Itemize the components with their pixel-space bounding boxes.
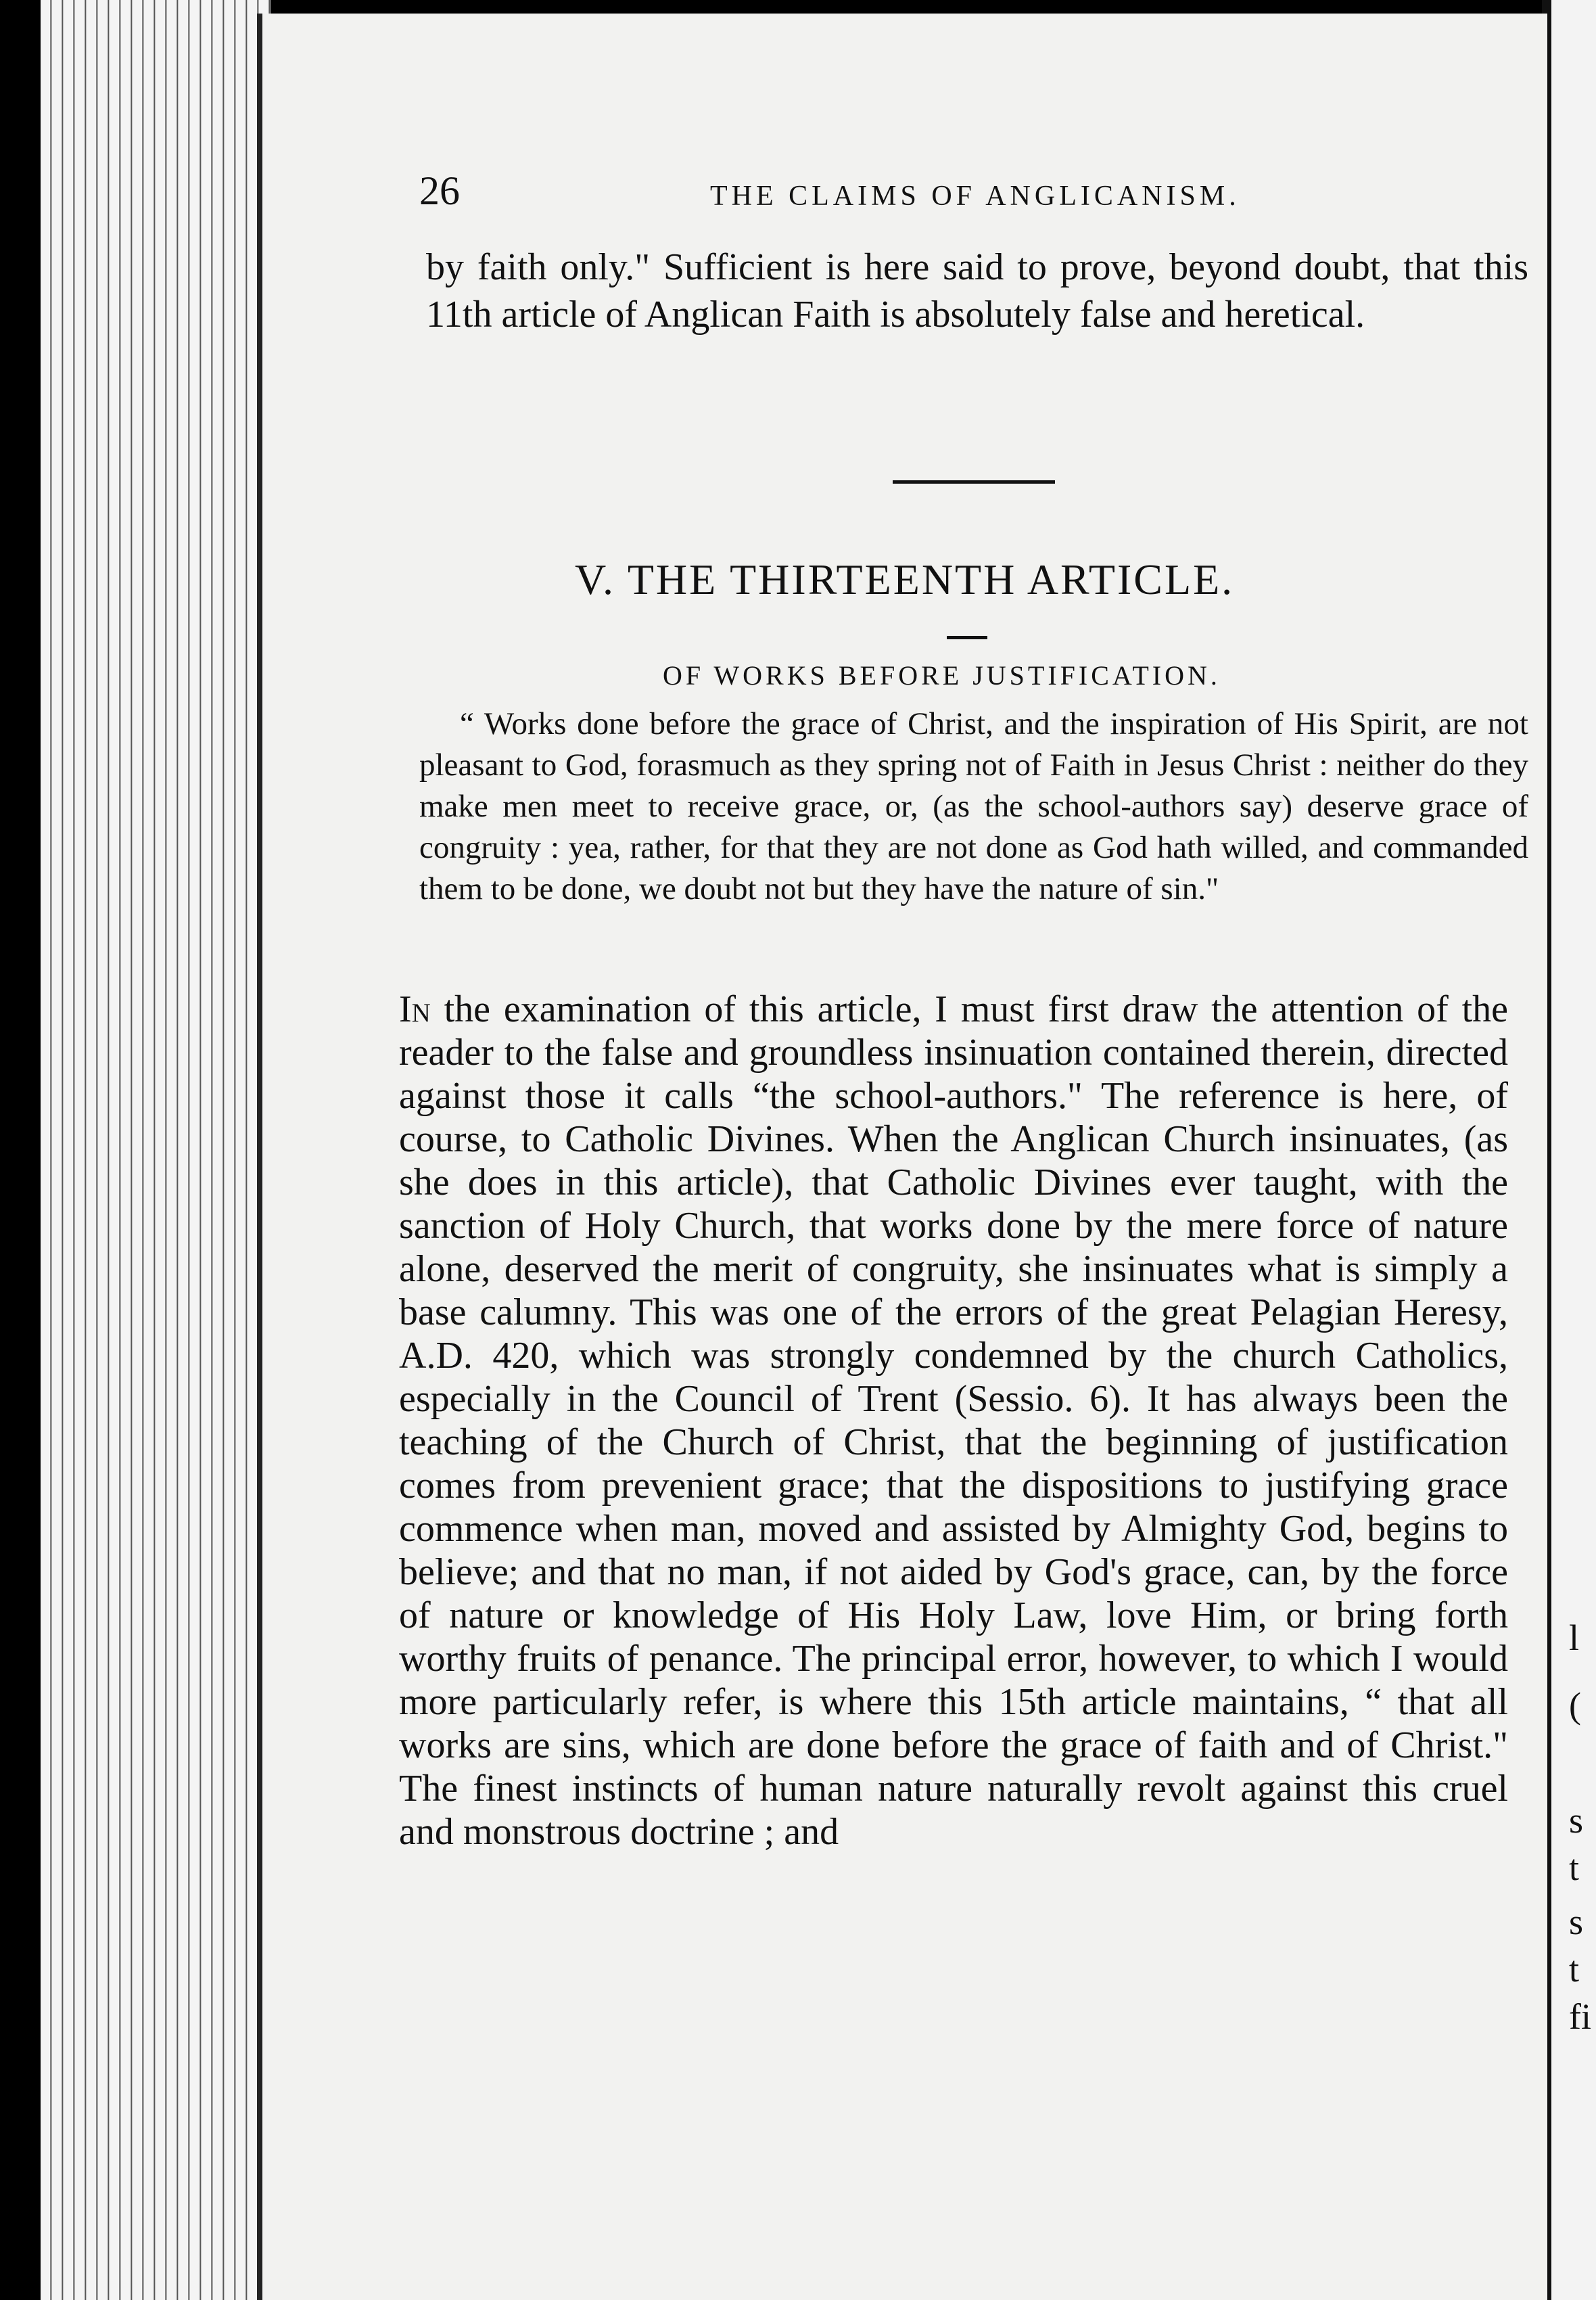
paragraph-text: the examination of this article, I must first draw the attention of the reader to the false and groundless insinuation contained therein, directed against those it calls “the school-authors." The reference is here, of course, to Catholic Divines. When the Anglican Church insinuates, (as she does in this article), that Catholic Divines ever taught, with the sanction of Holy Church, that works done by the mere force of nature alone, deserved the merit of congruity, she insinuates what is simply a base calumny. This was one of the errors of the great Pelagian Heresy, A.D. 420, which was strongly condemned by the church Catholics, especially in the Council of Trent (Sessio. 6). It has always been the teaching of the Church of Christ, that the beginning of justification comes from prevenient grace; that the dispositions to justifying grace commence when man, moved and assisted by Almighty God, begins to believe; and that no man, if not aided by God's grace, can, by the force of nature or knowledge of His Holy Law, love Him, or bring forth worthy fruits of penance. The principal error, however, to which I would more particularly refer, is where this 15th article maintains, “ that all works are sins, which are done before the grace of faith and of Christ." The finest instincts of human nature naturally revolt against this cruel and monstrous doctrine ; and bbox=[399, 988, 1508, 1853]
body-paragraph bbox=[399, 988, 1508, 1854]
article-quote: “ Works done before the grace of Christ, and the inspiration of His Spirit, are not pleasant to God, forasmuch as they spring not of Faith in Jesus Christ : neither do they make men meet to receive grace, or, (as the school-authors say) deserve grace of congruity : yea, rather, for that they are not done as God hath willed, and commanded them to be done, we doubt not but they have the nature of sin." bbox=[419, 706, 1528, 906]
adjacent-page-fragment: l bbox=[1569, 1617, 1580, 1658]
continued-paragraph: by faith only." Sufficient is here said to prove, beyond doubt, that this 11th article of Anglican Faith is absolutely false and heretical. bbox=[426, 246, 1528, 336]
page-number: 26 bbox=[419, 168, 460, 213]
adjacent-page-fragment: s bbox=[1569, 1800, 1584, 1841]
adjacent-page-fragment: s bbox=[1569, 1902, 1584, 1942]
book-page-edges bbox=[41, 0, 271, 2300]
section-subheading: OF WORKS BEFORE JUSTIFICATION. bbox=[663, 660, 1221, 691]
section-heading: V. THE THIRTEENTH ARTICLE. bbox=[575, 555, 1235, 603]
adjacent-page-fragment: ( bbox=[1569, 1685, 1581, 1726]
adjacent-page-fragment: t bbox=[1569, 1949, 1580, 1990]
heading-rule bbox=[947, 636, 987, 639]
section-divider bbox=[893, 480, 1055, 484]
paragraph-lead: In bbox=[399, 988, 431, 1030]
running-title: THE CLAIMS OF ANGLICANISM. bbox=[710, 181, 1240, 212]
running-head bbox=[419, 168, 1353, 222]
adjacent-page-fragment: fi bbox=[1569, 1996, 1591, 2037]
adjacent-page-fragment: t bbox=[1569, 1847, 1580, 1888]
